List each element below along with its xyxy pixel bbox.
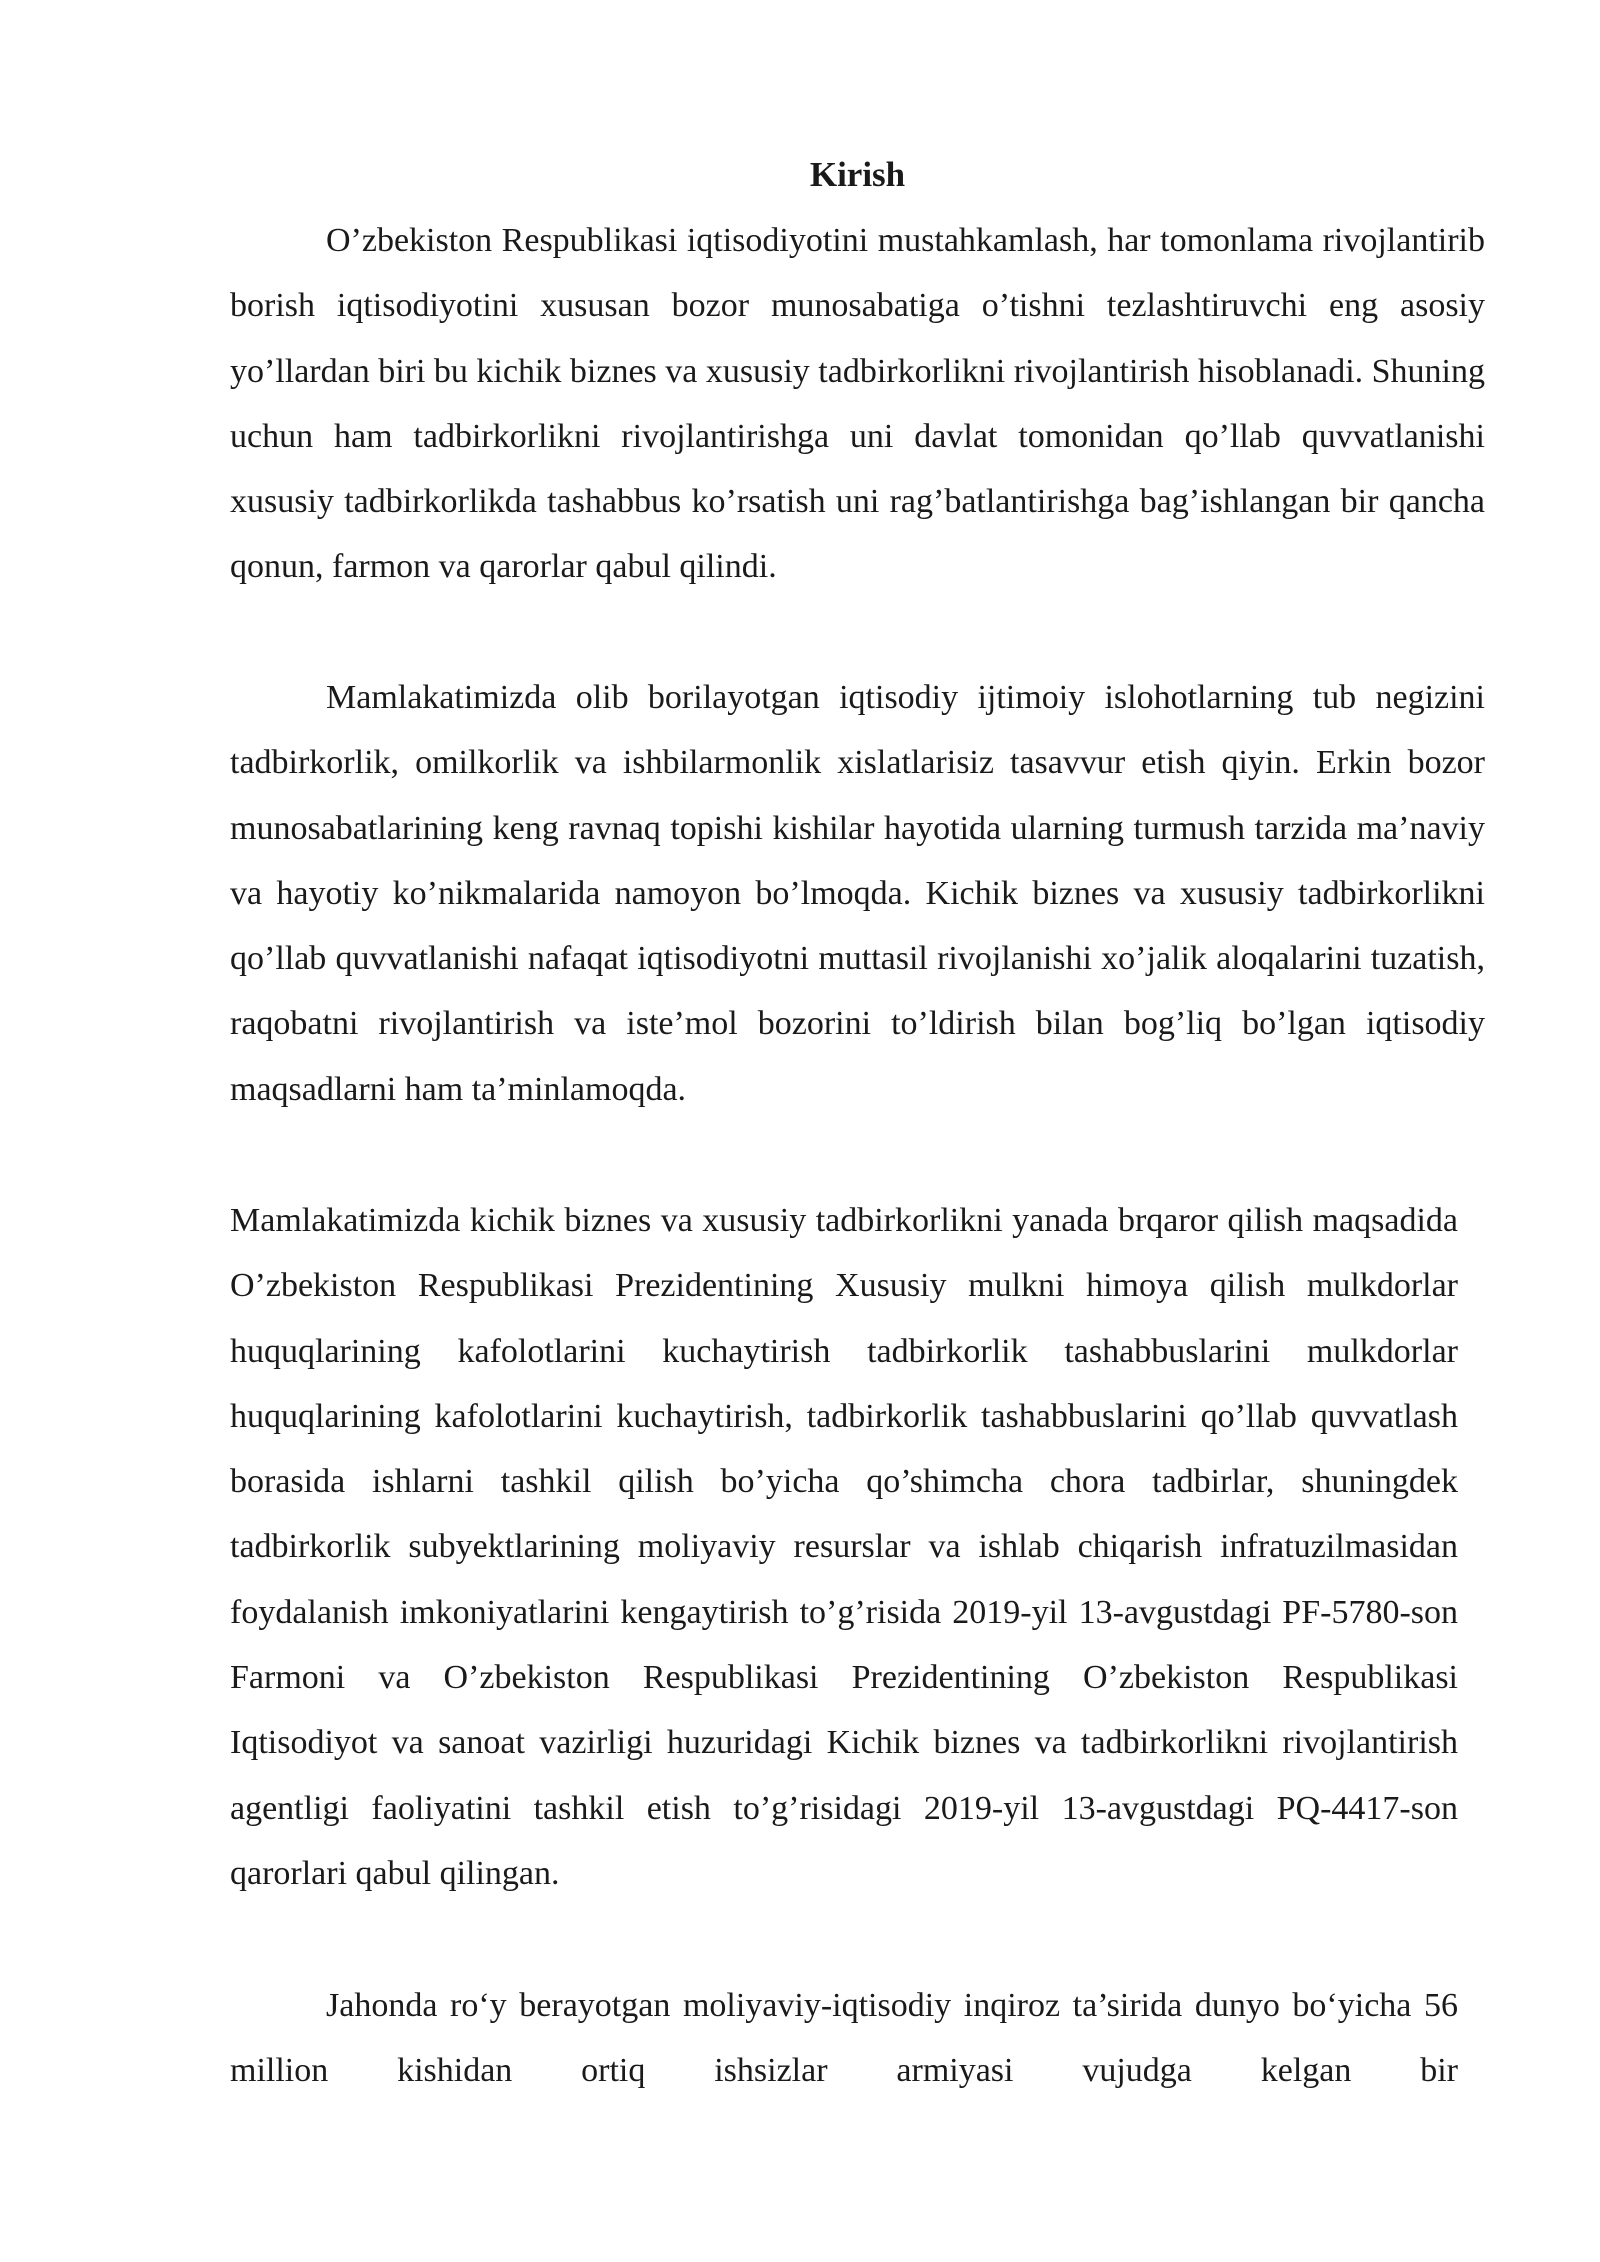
paragraph-1 [230, 208, 1485, 600]
paragraph-text: Mamlakatimizda olib borilayotgan iqtisodiy ijtimoiy islohotlarning tub negizini tadbirkorlik, omilkorlik va ishbilarmonlik xislatlarisiz tasavvur etish qiyin. Erkin bozor munosabatlarining keng ravnaq topishi kishilar hayotida ularning turmush tarzida ma’naviy va hayotiy ko’nikmalarida namoyon bo’lmoqda. Kichik biznes va xususiy tadbirkorlikni qo’llab quvvatlanishi nafaqat iqtisodiyotni muttasil rivojlanishi xo’jalik aloqalarini tuzatish, raqobatni rivojlantirish va iste’mol bozorini to’ldirish bilan bog’liq bo’lgan iqtisodiy maqsadlarni ham ta’minlamoqda. [230, 679, 1485, 1108]
paragraph-3 [230, 1188, 1458, 1906]
paragraph-2 [230, 665, 1485, 1122]
paragraph-text: Jahonda ro‘y berayotgan moliyaviy-iqtisodiy inqiroz ta’sirida dunyo bo‘yicha 56 million kishidan ortiq ishsizlar armiyasi vujudga kelgan bir [230, 1987, 1458, 2090]
paragraph-text: O’zbekiston Respublikasi iqtisodiyotini mustahkamlash, har tomonlama rivojlantirib borish iqtisodiyotini xususan bozor munosabatiga o’tishni tezlashtiruvchi eng asosiy yo’llardan biri bu kichik biznes va xususiy tadbirkorlikni rivojlantirish hisoblanadi. Shuning uchun ham tadbirkorlikni rivojlantirishga uni davlat tomonidan qo’llab quvvatlanishi xususiy tadbirkorlikda tashabbus ko’rsatish uni rag’batlantirishga bag’ishlangan bir qancha qonun, farmon va qarorlar qabul qilindi. [230, 222, 1485, 586]
paragraph-4 [230, 1973, 1458, 2104]
document-title: Kirish [809, 155, 906, 194]
paragraph-text: Mamlakatimizda kichik biznes va xususiy tadbirkorlikni yanada brqaror qilish maqsadida O’zbekiston Respublikasi Prezidentining Xususiy mulkni himoya qilish mulkdorlar huquqlarining kafolotlarini kuchaytirish tadbirkorlik tashabbuslarini mulkdorlar huquqlarining kafolotlarini kuchaytirish, tadbirkorlik tashabbuslarini qo’llab quvvatlash borasida ishlarni tashkil qilish bo’yicha qo’shimcha chora tadbirlar, shuningdek tadbirkorlik subyektlarining moliyaviy resurslar va ishlab chiqarish infratuzilmasidan foydalanish imkoniyatlarini kengaytirish to’g’risida 2019-yil 13-avgustdagi PF-5780-son Farmoni va O’zbekiston Respublikasi Prezidentining O’zbekiston Respublikasi Iqtisodiyot va sanoat vazirligi huzuridagi Kichik biznes va tadbirkorlikni rivojlantirish agentligi faoliyatini tashkil etish to’g’risidagi 2019-yil 13-avgustdagi PQ-4417-son qarorlari qabul qilingan. [230, 1202, 1458, 1892]
